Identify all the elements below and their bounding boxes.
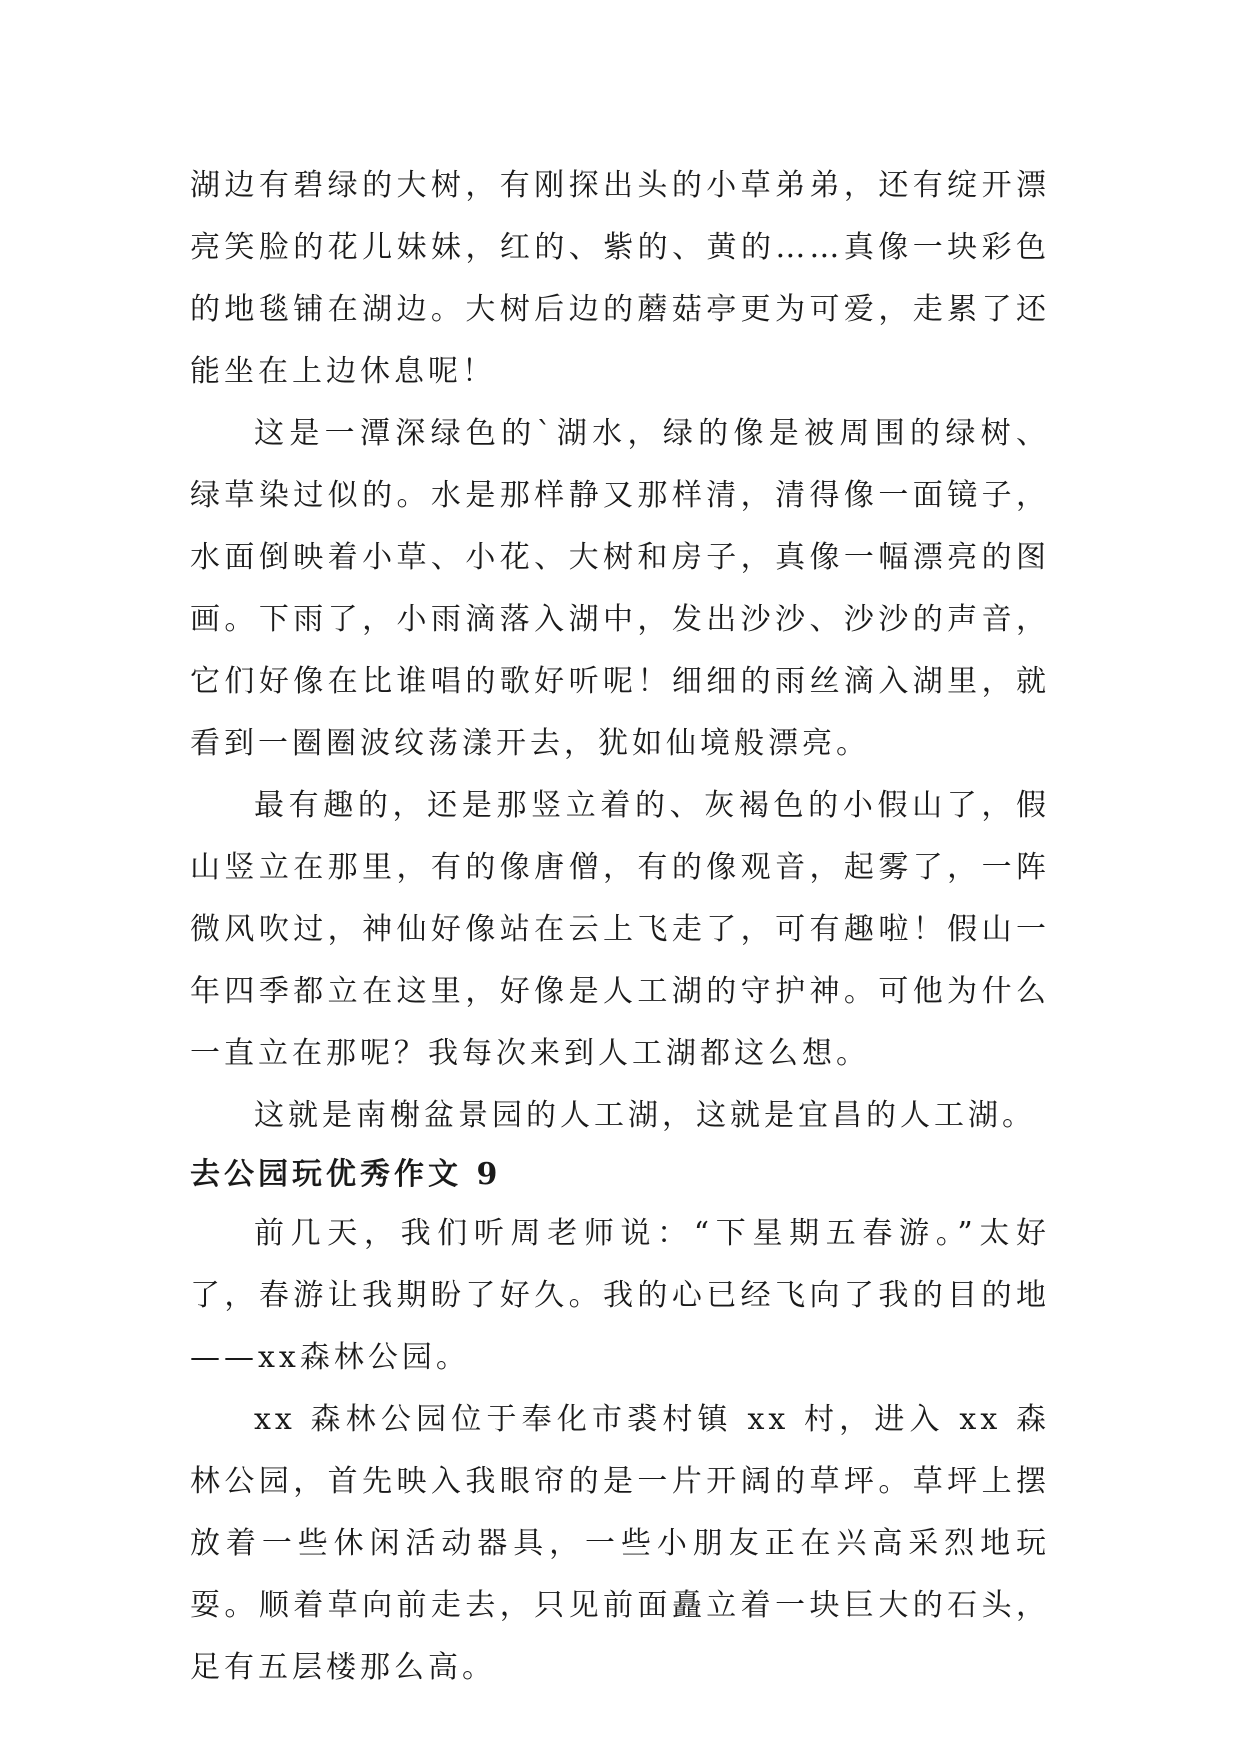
paragraph-spring-outing: 前几天，我们听周老师说：“下星期五春游。”太好了，春游让我期盼了好久。我的心已经飞向了我的目的地——xx森林公园。: [190, 1216, 1050, 1375]
paragraph-forest-park: xx 森林公园位于奉化市裘村镇 xx 村，进入 xx 森林公园，首先映入我眼帘的是一片开阔的草坪。草坪上摆放着一些休闲活动器具，一些小朋友正在兴高采烈地玩耍。顺着草向前走去，只见前面矗立着一块巨大的石头，足有五层楼那么高。: [190, 1402, 1050, 1685]
paragraph-conclusion: 这就是南榭盆景园的人工湖，这就是宜昌的人工湖。: [254, 1098, 1036, 1133]
paragraph-rockery: 最有趣的，还是那竖立着的、灰褐色的小假山了，假山竖立在那里，有的像唐僧，有的像观音，起雾了，一阵微风吹过，神仙好像站在云上飞走了，可有趣啦！假山一年四季都立在这里，好像是人工湖的守护神。可他为什么一直立在那呢？我每次来到人工湖都这么想。: [190, 788, 1050, 1071]
paragraph-lake-water: 这是一潭深绿色的`湖水，绿的像是被周围的绿树、绿草染过似的。水是那样静又那样清，清得像一面镜子，水面倒映着小草、小花、大树和房子，真像一幅漂亮的图画。下雨了，小雨滴落入湖中，发出沙沙、沙沙的声音，它们好像在比谁唱的歌好听呢！细细的雨丝滴入湖里，就看到一圈圈波纹荡漾开去，犹如仙境般漂亮。: [190, 416, 1050, 761]
paragraph-lakeside: 湖边有碧绿的大树，有刚探出头的小草弟弟，还有绽开漂亮笑脸的花儿妹妹，红的、紫的、黄的……真像一块彩色的地毯铺在湖边。大树后边的蘑菇亭更为可爱，走累了还能坐在上边休息呢！: [190, 168, 1050, 389]
document-body: [190, 155, 1050, 1699]
section-title: 去公园玩优秀作文 9: [190, 1157, 502, 1192]
